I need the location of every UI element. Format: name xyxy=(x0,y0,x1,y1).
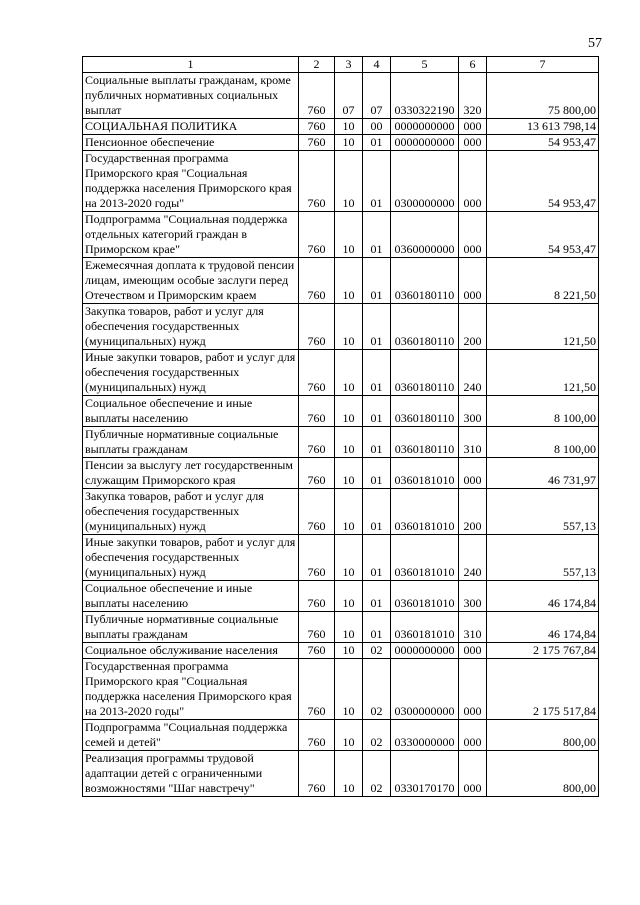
row-name: Закупка товаров, работ и услуг для обеспечения государственных (муниципальных) нужд xyxy=(83,304,299,350)
row-vr: 000 xyxy=(459,720,487,751)
row-csr: 0330170170 xyxy=(391,751,459,797)
row-ved: 760 xyxy=(299,135,335,151)
row-sum: 557,13 xyxy=(487,535,599,581)
row-pr: 01 xyxy=(363,612,391,643)
row-ved: 760 xyxy=(299,751,335,797)
row-csr: 0330000000 xyxy=(391,720,459,751)
row-name: Ежемесячная доплата к трудовой пенсии лицам, имеющим особые заслуги перед Отечеством и Приморским краем xyxy=(83,258,299,304)
page-number: 57 xyxy=(588,36,602,51)
table-row xyxy=(83,458,599,489)
row-name: Социальные выплаты гражданам, кроме публичных нормативных социальных выплат xyxy=(83,73,299,119)
row-ved: 760 xyxy=(299,304,335,350)
row-rz: 10 xyxy=(335,489,363,535)
row-pr: 01 xyxy=(363,489,391,535)
row-sum: 8 100,00 xyxy=(487,396,599,427)
row-pr: 01 xyxy=(363,396,391,427)
row-rz: 10 xyxy=(335,119,363,135)
row-name: Пенсионное обеспечение xyxy=(83,135,299,151)
row-sum: 8 100,00 xyxy=(487,427,599,458)
row-rz: 10 xyxy=(335,396,363,427)
table-row xyxy=(83,396,599,427)
row-pr: 01 xyxy=(363,304,391,350)
row-name: Государственная программа Приморского края "Социальная поддержка населения Приморского края на 2013-2020 годы" xyxy=(83,151,299,212)
row-pr: 07 xyxy=(363,73,391,119)
row-pr: 02 xyxy=(363,643,391,659)
row-csr: 0000000000 xyxy=(391,119,459,135)
row-pr: 02 xyxy=(363,659,391,720)
row-csr: 0360180110 xyxy=(391,396,459,427)
row-csr: 0360180110 xyxy=(391,427,459,458)
row-rz: 10 xyxy=(335,427,363,458)
row-rz: 10 xyxy=(335,258,363,304)
table-row xyxy=(83,659,599,720)
row-vr: 000 xyxy=(459,659,487,720)
row-sum: 46 174,84 xyxy=(487,612,599,643)
row-sum: 75 800,00 xyxy=(487,73,599,119)
row-rz: 10 xyxy=(335,458,363,489)
row-ved: 760 xyxy=(299,489,335,535)
row-rz: 10 xyxy=(335,659,363,720)
row-vr: 000 xyxy=(459,643,487,659)
table-row xyxy=(83,135,599,151)
row-name: Публичные нормативные социальные выплаты гражданам xyxy=(83,427,299,458)
table-row xyxy=(83,535,599,581)
header-col-7: 7 xyxy=(487,57,599,73)
row-rz: 10 xyxy=(335,535,363,581)
header-col-4: 4 xyxy=(363,57,391,73)
row-ved: 760 xyxy=(299,258,335,304)
row-ved: 760 xyxy=(299,535,335,581)
row-ved: 760 xyxy=(299,581,335,612)
row-name: Реализация программы трудовой адаптации детей с ограниченными возможностями "Шаг навстречу" xyxy=(83,751,299,797)
row-vr: 200 xyxy=(459,489,487,535)
row-csr: 0360181010 xyxy=(391,612,459,643)
row-csr: 0300000000 xyxy=(391,151,459,212)
row-vr: 320 xyxy=(459,73,487,119)
row-name: Пенсии за выслугу лет государственным служащим Приморского края xyxy=(83,458,299,489)
row-ved: 760 xyxy=(299,643,335,659)
table-row xyxy=(83,119,599,135)
row-pr: 01 xyxy=(363,535,391,581)
table-header-row xyxy=(83,57,599,73)
row-csr: 0360181010 xyxy=(391,581,459,612)
row-csr: 0360180110 xyxy=(391,304,459,350)
header-col-6: 6 xyxy=(459,57,487,73)
row-sum: 2 175 517,84 xyxy=(487,659,599,720)
row-name: Социальное обслуживание населения xyxy=(83,643,299,659)
row-csr: 0360180110 xyxy=(391,258,459,304)
row-name: Социальное обеспечение и иные выплаты населению xyxy=(83,581,299,612)
header-col-1: 1 xyxy=(83,57,299,73)
row-sum: 54 953,47 xyxy=(487,135,599,151)
row-name: Подпрограмма "Социальная поддержка отдельных категорий граждан в Приморском крае" xyxy=(83,212,299,258)
row-vr: 240 xyxy=(459,350,487,396)
table-row xyxy=(83,350,599,396)
row-name: Подпрограмма "Социальная поддержка семей и детей" xyxy=(83,720,299,751)
row-pr: 01 xyxy=(363,135,391,151)
row-sum: 800,00 xyxy=(487,751,599,797)
row-sum: 46 731,97 xyxy=(487,458,599,489)
row-csr: 0360181010 xyxy=(391,535,459,581)
row-pr: 02 xyxy=(363,720,391,751)
row-sum: 13 613 798,14 xyxy=(487,119,599,135)
row-vr: 300 xyxy=(459,581,487,612)
budget-table xyxy=(82,56,599,797)
row-csr: 0360181010 xyxy=(391,458,459,489)
row-pr: 01 xyxy=(363,258,391,304)
row-csr: 0360000000 xyxy=(391,212,459,258)
row-rz: 10 xyxy=(335,350,363,396)
row-vr: 000 xyxy=(459,135,487,151)
row-sum: 121,50 xyxy=(487,350,599,396)
row-pr: 01 xyxy=(363,427,391,458)
row-sum: 800,00 xyxy=(487,720,599,751)
row-pr: 01 xyxy=(363,350,391,396)
row-vr: 300 xyxy=(459,396,487,427)
row-name: Социальное обеспечение и иные выплаты населению xyxy=(83,396,299,427)
row-pr: 01 xyxy=(363,151,391,212)
row-csr: 0360181010 xyxy=(391,489,459,535)
row-pr: 01 xyxy=(363,458,391,489)
table-row xyxy=(83,304,599,350)
row-ved: 760 xyxy=(299,73,335,119)
table-row xyxy=(83,151,599,212)
table-row xyxy=(83,751,599,797)
row-sum: 8 221,50 xyxy=(487,258,599,304)
row-vr: 000 xyxy=(459,212,487,258)
table-row xyxy=(83,643,599,659)
row-ved: 760 xyxy=(299,396,335,427)
row-sum: 54 953,47 xyxy=(487,151,599,212)
row-ved: 760 xyxy=(299,458,335,489)
row-ved: 760 xyxy=(299,427,335,458)
row-name: Публичные нормативные социальные выплаты гражданам xyxy=(83,612,299,643)
table-row xyxy=(83,73,599,119)
row-rz: 10 xyxy=(335,612,363,643)
row-name: Иные закупки товаров, работ и услуг для обеспечения государственных (муниципальных) нужд xyxy=(83,535,299,581)
row-ved: 760 xyxy=(299,151,335,212)
row-rz: 10 xyxy=(335,720,363,751)
row-csr: 0330322190 xyxy=(391,73,459,119)
row-name: Иные закупки товаров, работ и услуг для обеспечения государственных (муниципальных) нужд xyxy=(83,350,299,396)
row-vr: 310 xyxy=(459,427,487,458)
row-csr: 0000000000 xyxy=(391,643,459,659)
table-row xyxy=(83,258,599,304)
row-pr: 01 xyxy=(363,212,391,258)
row-vr: 000 xyxy=(459,119,487,135)
table-row xyxy=(83,489,599,535)
row-vr: 310 xyxy=(459,612,487,643)
row-vr: 200 xyxy=(459,304,487,350)
row-vr: 000 xyxy=(459,458,487,489)
row-csr: 0000000000 xyxy=(391,135,459,151)
row-name: Закупка товаров, работ и услуг для обеспечения государственных (муниципальных) нужд xyxy=(83,489,299,535)
row-name: Государственная программа Приморского края "Социальная поддержка населения Приморского края на 2013-2020 годы" xyxy=(83,659,299,720)
row-vr: 000 xyxy=(459,751,487,797)
row-csr: 0360180110 xyxy=(391,350,459,396)
row-ved: 760 xyxy=(299,612,335,643)
table-row xyxy=(83,612,599,643)
row-rz: 07 xyxy=(335,73,363,119)
row-sum: 121,50 xyxy=(487,304,599,350)
table-row xyxy=(83,212,599,258)
row-rz: 10 xyxy=(335,151,363,212)
row-pr: 00 xyxy=(363,119,391,135)
row-ved: 760 xyxy=(299,350,335,396)
row-ved: 760 xyxy=(299,659,335,720)
row-sum: 54 953,47 xyxy=(487,212,599,258)
table-row xyxy=(83,720,599,751)
row-vr: 240 xyxy=(459,535,487,581)
row-rz: 10 xyxy=(335,135,363,151)
row-csr: 0300000000 xyxy=(391,659,459,720)
row-ved: 760 xyxy=(299,720,335,751)
row-rz: 10 xyxy=(335,643,363,659)
row-sum: 557,13 xyxy=(487,489,599,535)
row-rz: 10 xyxy=(335,581,363,612)
row-vr: 000 xyxy=(459,151,487,212)
header-col-5: 5 xyxy=(391,57,459,73)
table-row xyxy=(83,427,599,458)
row-ved: 760 xyxy=(299,212,335,258)
row-pr: 01 xyxy=(363,581,391,612)
row-pr: 02 xyxy=(363,751,391,797)
row-sum: 46 174,84 xyxy=(487,581,599,612)
table-row xyxy=(83,581,599,612)
row-vr: 000 xyxy=(459,258,487,304)
row-sum: 2 175 767,84 xyxy=(487,643,599,659)
row-rz: 10 xyxy=(335,751,363,797)
header-col-3: 3 xyxy=(335,57,363,73)
row-name: СОЦИАЛЬНАЯ ПОЛИТИКА xyxy=(83,119,299,135)
row-ved: 760 xyxy=(299,119,335,135)
row-rz: 10 xyxy=(335,304,363,350)
row-rz: 10 xyxy=(335,212,363,258)
header-col-2: 2 xyxy=(299,57,335,73)
